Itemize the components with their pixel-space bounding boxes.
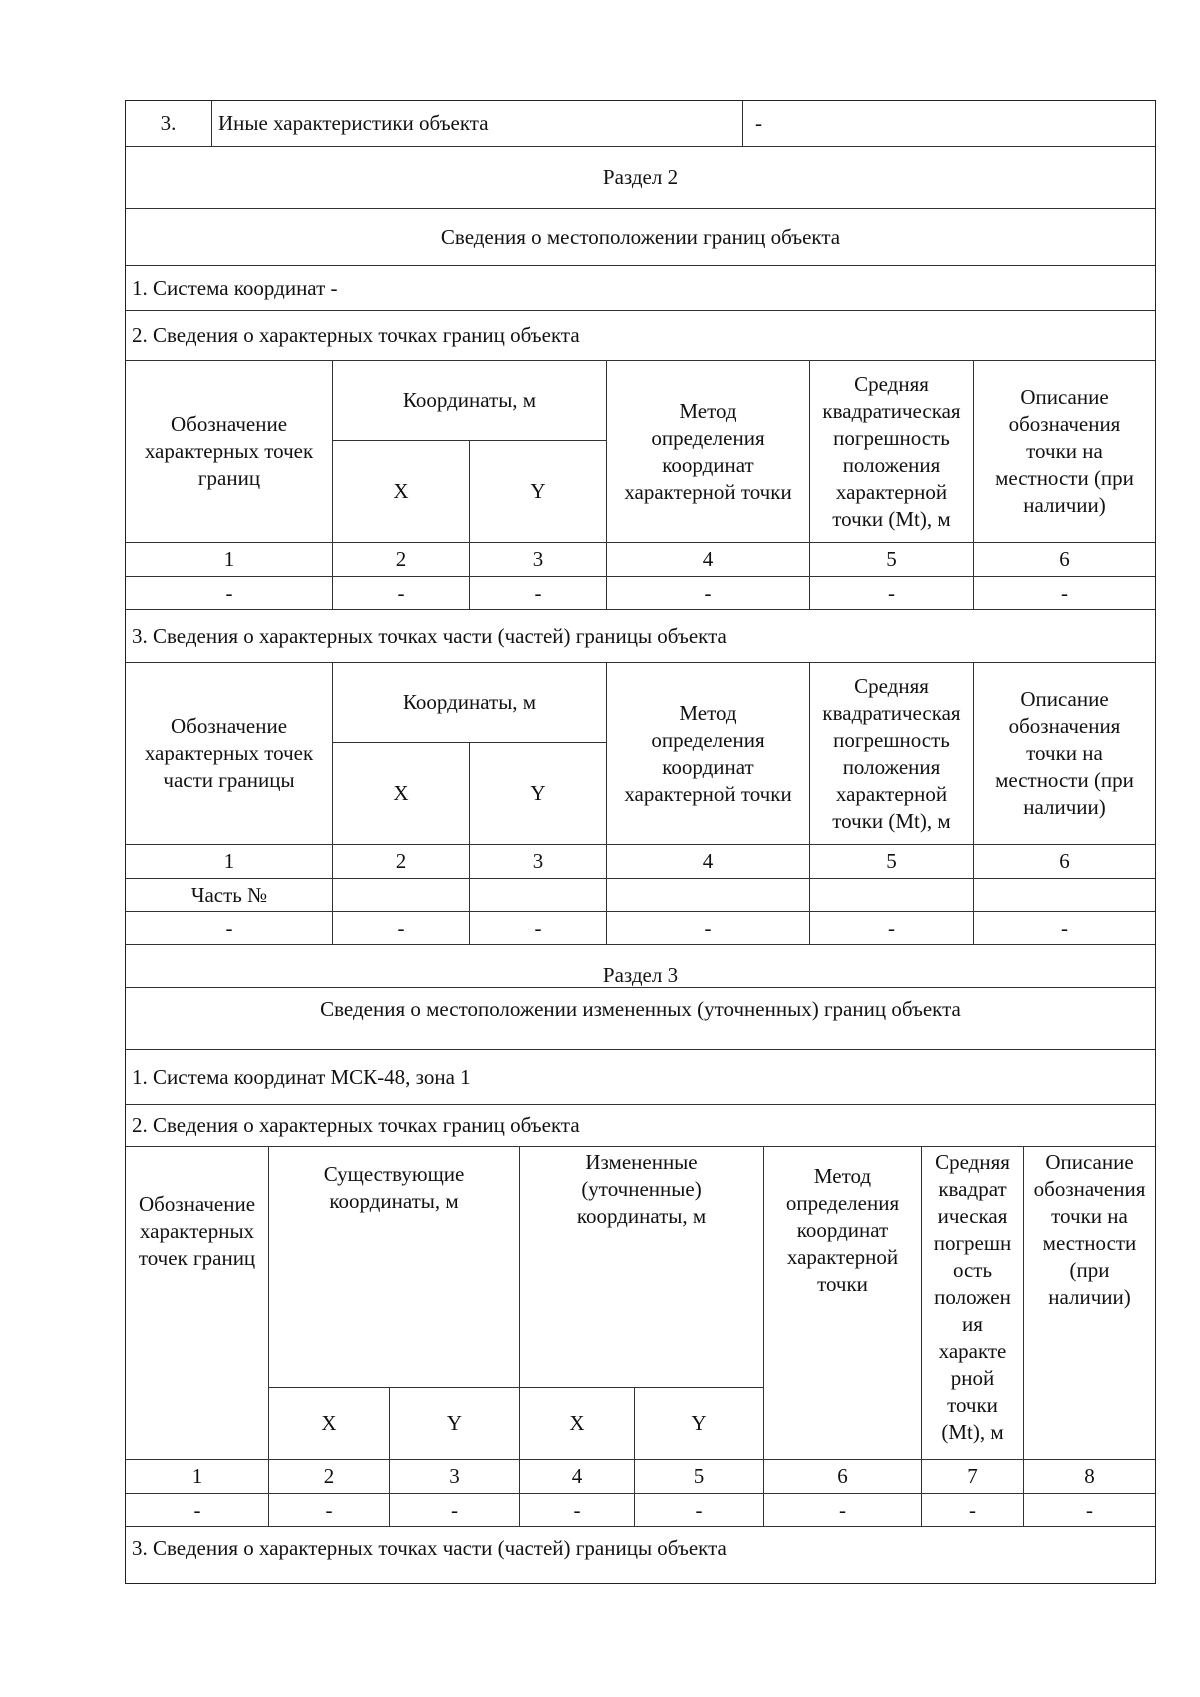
t3-col-number: 2 (269, 1460, 390, 1494)
t3-header-description: Описание обозначения точки на местности (при наличии) (1024, 1147, 1155, 1460)
section3-title: Раздел 3 (602, 962, 679, 987)
t3-cell: - (635, 1494, 764, 1527)
row-value: - (743, 101, 1155, 147)
t1-col-number: 2 (333, 543, 470, 577)
section3-points-title: 2. Сведения о характерных точках границ объекта (126, 1105, 1155, 1147)
t3-header-changed: Измененные (уточненные) координаты, м (520, 1147, 764, 1388)
t3-header-x1: X (269, 1388, 390, 1460)
t3-header-y1: Y (390, 1388, 520, 1460)
t3-col-number: 7 (922, 1460, 1024, 1494)
t1-cell: - (810, 577, 974, 610)
t3-header-designation: Обозначение характерных точек границ (126, 1147, 269, 1460)
t1-cell: - (333, 577, 470, 610)
t1-col-number: 5 (810, 543, 974, 577)
row-number: 3. (126, 101, 212, 147)
t3-header-error: Средняя квадрат ическая погрешн ость положен ия характе рной точки (Mt), м (922, 1147, 1024, 1460)
t1-header-method: Метод определения координат характерной точки (607, 361, 810, 543)
t2-cell: - (607, 912, 810, 945)
t1-header-coords: Координаты, м (333, 361, 607, 441)
section3-parts-title: 3. Сведения о характерных точках части (частей) границы объекта (132, 1536, 727, 1560)
section2-subtitle: Сведения о местоположении границ объекта (126, 209, 1155, 266)
t2-col-number: 5 (810, 845, 974, 879)
t2-header-designation: Обозначение характерных точек части границы (126, 663, 333, 845)
t2-header-description: Описание обозначения точки на местности (при наличии) (974, 663, 1155, 845)
section2-points-title: 2. Сведения о характерных точках границ объекта (126, 311, 1155, 361)
section3-subtitle: Сведения о местоположении измененных (уточненных) границ объекта (126, 987, 1155, 1050)
t2-header-x: X (333, 743, 470, 845)
section3-coord-system: 1. Система координат МСК-48, зона 1 (126, 1050, 1155, 1105)
section2-coord-system: 1. Система координат - (126, 266, 1155, 311)
t2-header-y: Y (470, 743, 607, 845)
t1-header-description: Описание обозначения точки на местности (при наличии) (974, 361, 1155, 543)
t1-header-designation: Обозначение характерных точек границ (126, 361, 333, 543)
t3-header-y2: Y (635, 1388, 764, 1460)
t3-cell: - (269, 1494, 390, 1527)
t1-cell: - (470, 577, 607, 610)
t2-header-error: Средняя квадратическая погрешность положения характерной точки (Mt), м (810, 663, 974, 845)
section2-parts-title: 3. Сведения о характерных точках части (частей) границы объекта (126, 610, 1155, 663)
t2-empty-cell (974, 879, 1155, 912)
t3-header-method: Метод определения координат характерной точки (764, 1147, 922, 1460)
t3-cell: - (390, 1494, 520, 1527)
t3-cell: - (1024, 1494, 1155, 1527)
t3-cell: - (126, 1494, 269, 1527)
t2-col-number: 3 (470, 845, 607, 879)
t2-cell: - (126, 912, 333, 945)
t3-col-number: 4 (520, 1460, 635, 1494)
t3-header-existing: Существующие координаты, м (269, 1147, 520, 1388)
t2-col-number: 2 (333, 845, 470, 879)
t2-col-number: 6 (974, 845, 1155, 879)
t1-header-x: X (333, 441, 470, 543)
t2-header-method: Метод определения координат характерной точки (607, 663, 810, 845)
t3-col-number: 5 (635, 1460, 764, 1494)
t2-empty-cell (470, 879, 607, 912)
t2-empty-cell (333, 879, 470, 912)
t2-empty-cell (607, 879, 810, 912)
t3-col-number: 6 (764, 1460, 922, 1494)
t2-empty-cell (810, 879, 974, 912)
document-table (125, 100, 1156, 1584)
t2-cell: - (974, 912, 1155, 945)
t2-part-label: Часть № (126, 879, 333, 912)
t2-cell: - (810, 912, 974, 945)
t3-header-x2: X (520, 1388, 635, 1460)
t1-col-number: 1 (126, 543, 333, 577)
t1-col-number: 4 (607, 543, 810, 577)
t3-col-number: 3 (390, 1460, 520, 1494)
t3-cell: - (520, 1494, 635, 1527)
t3-col-number: 1 (126, 1460, 269, 1494)
t2-cell: - (470, 912, 607, 945)
t2-header-coords: Координаты, м (333, 663, 607, 743)
section2-title: Раздел 2 (126, 147, 1155, 209)
t3-cell: - (764, 1494, 922, 1527)
t1-col-number: 6 (974, 543, 1155, 577)
t2-col-number: 1 (126, 845, 333, 879)
t2-col-number: 4 (607, 845, 810, 879)
t1-header-error: Средняя квадратическая погрешность положения характерной точки (Mt), м (810, 361, 974, 543)
row-label: Иные характеристики объекта (212, 101, 743, 147)
t1-cell: - (974, 577, 1155, 610)
t2-cell: - (333, 912, 470, 945)
t1-cell: - (607, 577, 810, 610)
t1-cell: - (126, 577, 333, 610)
t1-header-y: Y (470, 441, 607, 543)
t3-cell: - (922, 1494, 1024, 1527)
t3-col-number: 8 (1024, 1460, 1155, 1494)
t1-col-number: 3 (470, 543, 607, 577)
